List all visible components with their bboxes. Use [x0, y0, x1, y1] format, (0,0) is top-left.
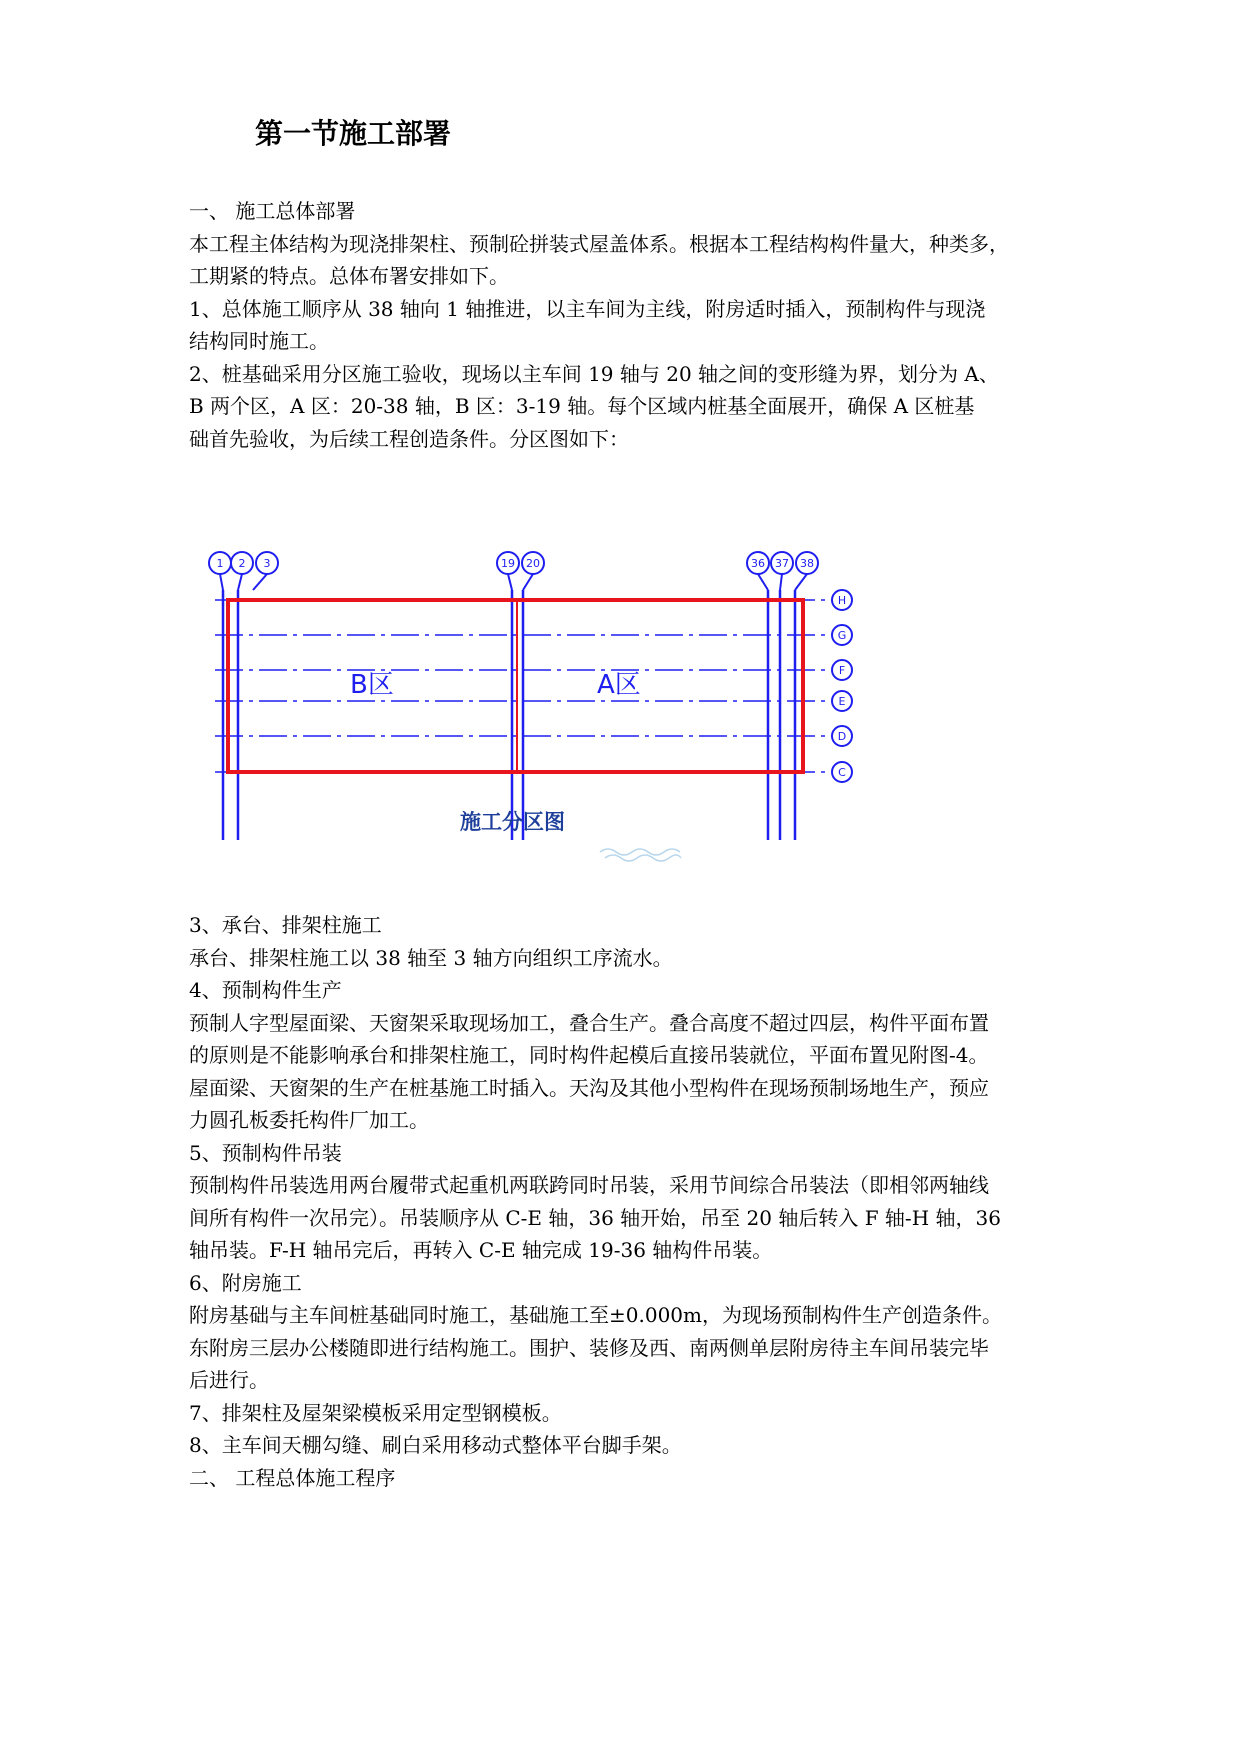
- section-1-continued: [189, 909, 1069, 1494]
- watermark-wave: [600, 849, 680, 855]
- axis-label: 2: [238, 557, 246, 570]
- item-3-title: 3、承台、排架柱施工: [189, 913, 382, 937]
- paragraph-line: 1、总体施工顺序从 38 轴向 1 轴推进，以主车间为主线，附房适时插入，预制构件与现浇: [189, 296, 986, 321]
- section-1-title: 一、 施工总体部署: [189, 199, 356, 223]
- leader-line: [758, 574, 768, 590]
- zone-diagram-svg: [205, 548, 865, 878]
- axis-label: G: [837, 629, 847, 642]
- axis-label: 37: [775, 557, 789, 570]
- leader-line: [220, 574, 223, 590]
- axis-label: E: [838, 695, 846, 708]
- zone-b-label: B区: [350, 670, 394, 700]
- paragraph-line: B 两个区，A 区：20-38 轴，B 区：3-19 轴。每个区域内桩基全面展开，确保 A 区桩基: [189, 394, 975, 418]
- axis-label: 20: [526, 557, 540, 570]
- paragraph-line: 结构同时施工。: [189, 329, 329, 353]
- paragraph-line: 的原则是不能影响承台和排架柱施工，同时构件起模后直接吊装就位，平面布置见附图-4。: [189, 1043, 989, 1067]
- paragraph-line: 承台、排架柱施工以 38 轴至 3 轴方向组织工序流水。: [189, 945, 673, 970]
- leader-line: [523, 574, 533, 590]
- axis-label: 3: [263, 557, 271, 570]
- axis-label: C: [838, 766, 846, 779]
- paragraph-line: 预制人字型屋面梁、天窗架采取现场加工，叠合生产。叠合高度不超过四层，构件平面布置: [189, 1010, 989, 1035]
- paragraph-line: 附房基础与主车间桩基础同时施工，基础施工至±0.000m，为现场预制构件生产创造条件。: [189, 1303, 1002, 1327]
- leader-line: [238, 574, 242, 590]
- paragraph-line: 2、桩基础采用分区施工验收，现场以主车间 19 轴与 20 轴之间的变形缝为界，划分为 A、: [189, 361, 999, 386]
- vertical-axis-lines: [223, 590, 795, 840]
- item-4-title: 4、预制构件生产: [189, 978, 342, 1002]
- axis-label: 19: [501, 557, 515, 570]
- leader-line: [795, 574, 807, 590]
- axis-label: 1: [216, 557, 224, 570]
- zone-diagram: [205, 548, 865, 878]
- paragraph-line: 力圆孔板委托构件厂加工。: [189, 1108, 429, 1132]
- item-8: 8、主车间天棚勾缝、刷白采用移动式整体平台脚手架。: [189, 1433, 682, 1457]
- section-2-title: 二、 工程总体施工程序: [189, 1465, 396, 1490]
- paragraph-line: 后进行。: [189, 1368, 269, 1392]
- item-7: 7、排架柱及屋架梁模板采用定型钢模板。: [189, 1400, 562, 1425]
- axis-label: D: [837, 730, 847, 743]
- figure-caption: 施工分区图: [460, 810, 565, 834]
- leader-line: [508, 574, 512, 590]
- paragraph-line: 工期紧的特点。总体布署安排如下。: [189, 264, 509, 288]
- axis-label: H: [837, 594, 847, 607]
- zone-outline: [228, 600, 803, 772]
- page-title: 第一节施工部署: [255, 117, 452, 150]
- paragraph-line: 屋面梁、天窗架的生产在桩基施工时插入。天沟及其他小型构件在现场预制场地生产，预应: [189, 1075, 989, 1100]
- watermark-wave: [605, 855, 681, 861]
- paragraph-line: 本工程主体结构为现浇排架柱、预制砼拼装式屋盖体系。根据本工程结构构件量大，种类多，: [189, 231, 1009, 256]
- zone-a-label: A区: [597, 670, 641, 700]
- item-5-title: 5、预制构件吊装: [189, 1140, 342, 1165]
- paragraph-line: 东附房三层办公楼随即进行结构施工。围护、装修及西、南两侧单层附房待主车间吊装完毕: [189, 1335, 989, 1360]
- leader-line: [253, 574, 267, 590]
- axis-label: 36: [751, 557, 765, 570]
- watermark-mark: [600, 849, 681, 861]
- axis-label: F: [838, 664, 846, 677]
- item-6-title: 6、附房施工: [189, 1270, 302, 1295]
- paragraph-line: 轴吊装。F-H 轴吊完后，再转入 C-E 轴完成 19-36 轴构件吊装。: [189, 1238, 773, 1262]
- axis-label: 38: [800, 557, 814, 570]
- axis-bubbles-right: [832, 590, 852, 782]
- axis-labels-right: [838, 594, 847, 779]
- paragraph-line: 间所有构件一次吊完）。吊装顺序从 C-E 轴，36 轴开始，吊至 20 轴后转入 F 轴-H 轴，36: [189, 1205, 1001, 1230]
- paragraph-line: 预制构件吊装选用两台履带式起重机两联跨同时吊装，采用节间综合吊装法（即相邻两轴线: [189, 1173, 989, 1197]
- section-1: [189, 195, 1069, 455]
- axis-labels-top: [217, 557, 815, 570]
- leader-line: [780, 574, 782, 590]
- paragraph-line: 础首先验收，为后续工程创造条件。分区图如下：: [189, 426, 629, 451]
